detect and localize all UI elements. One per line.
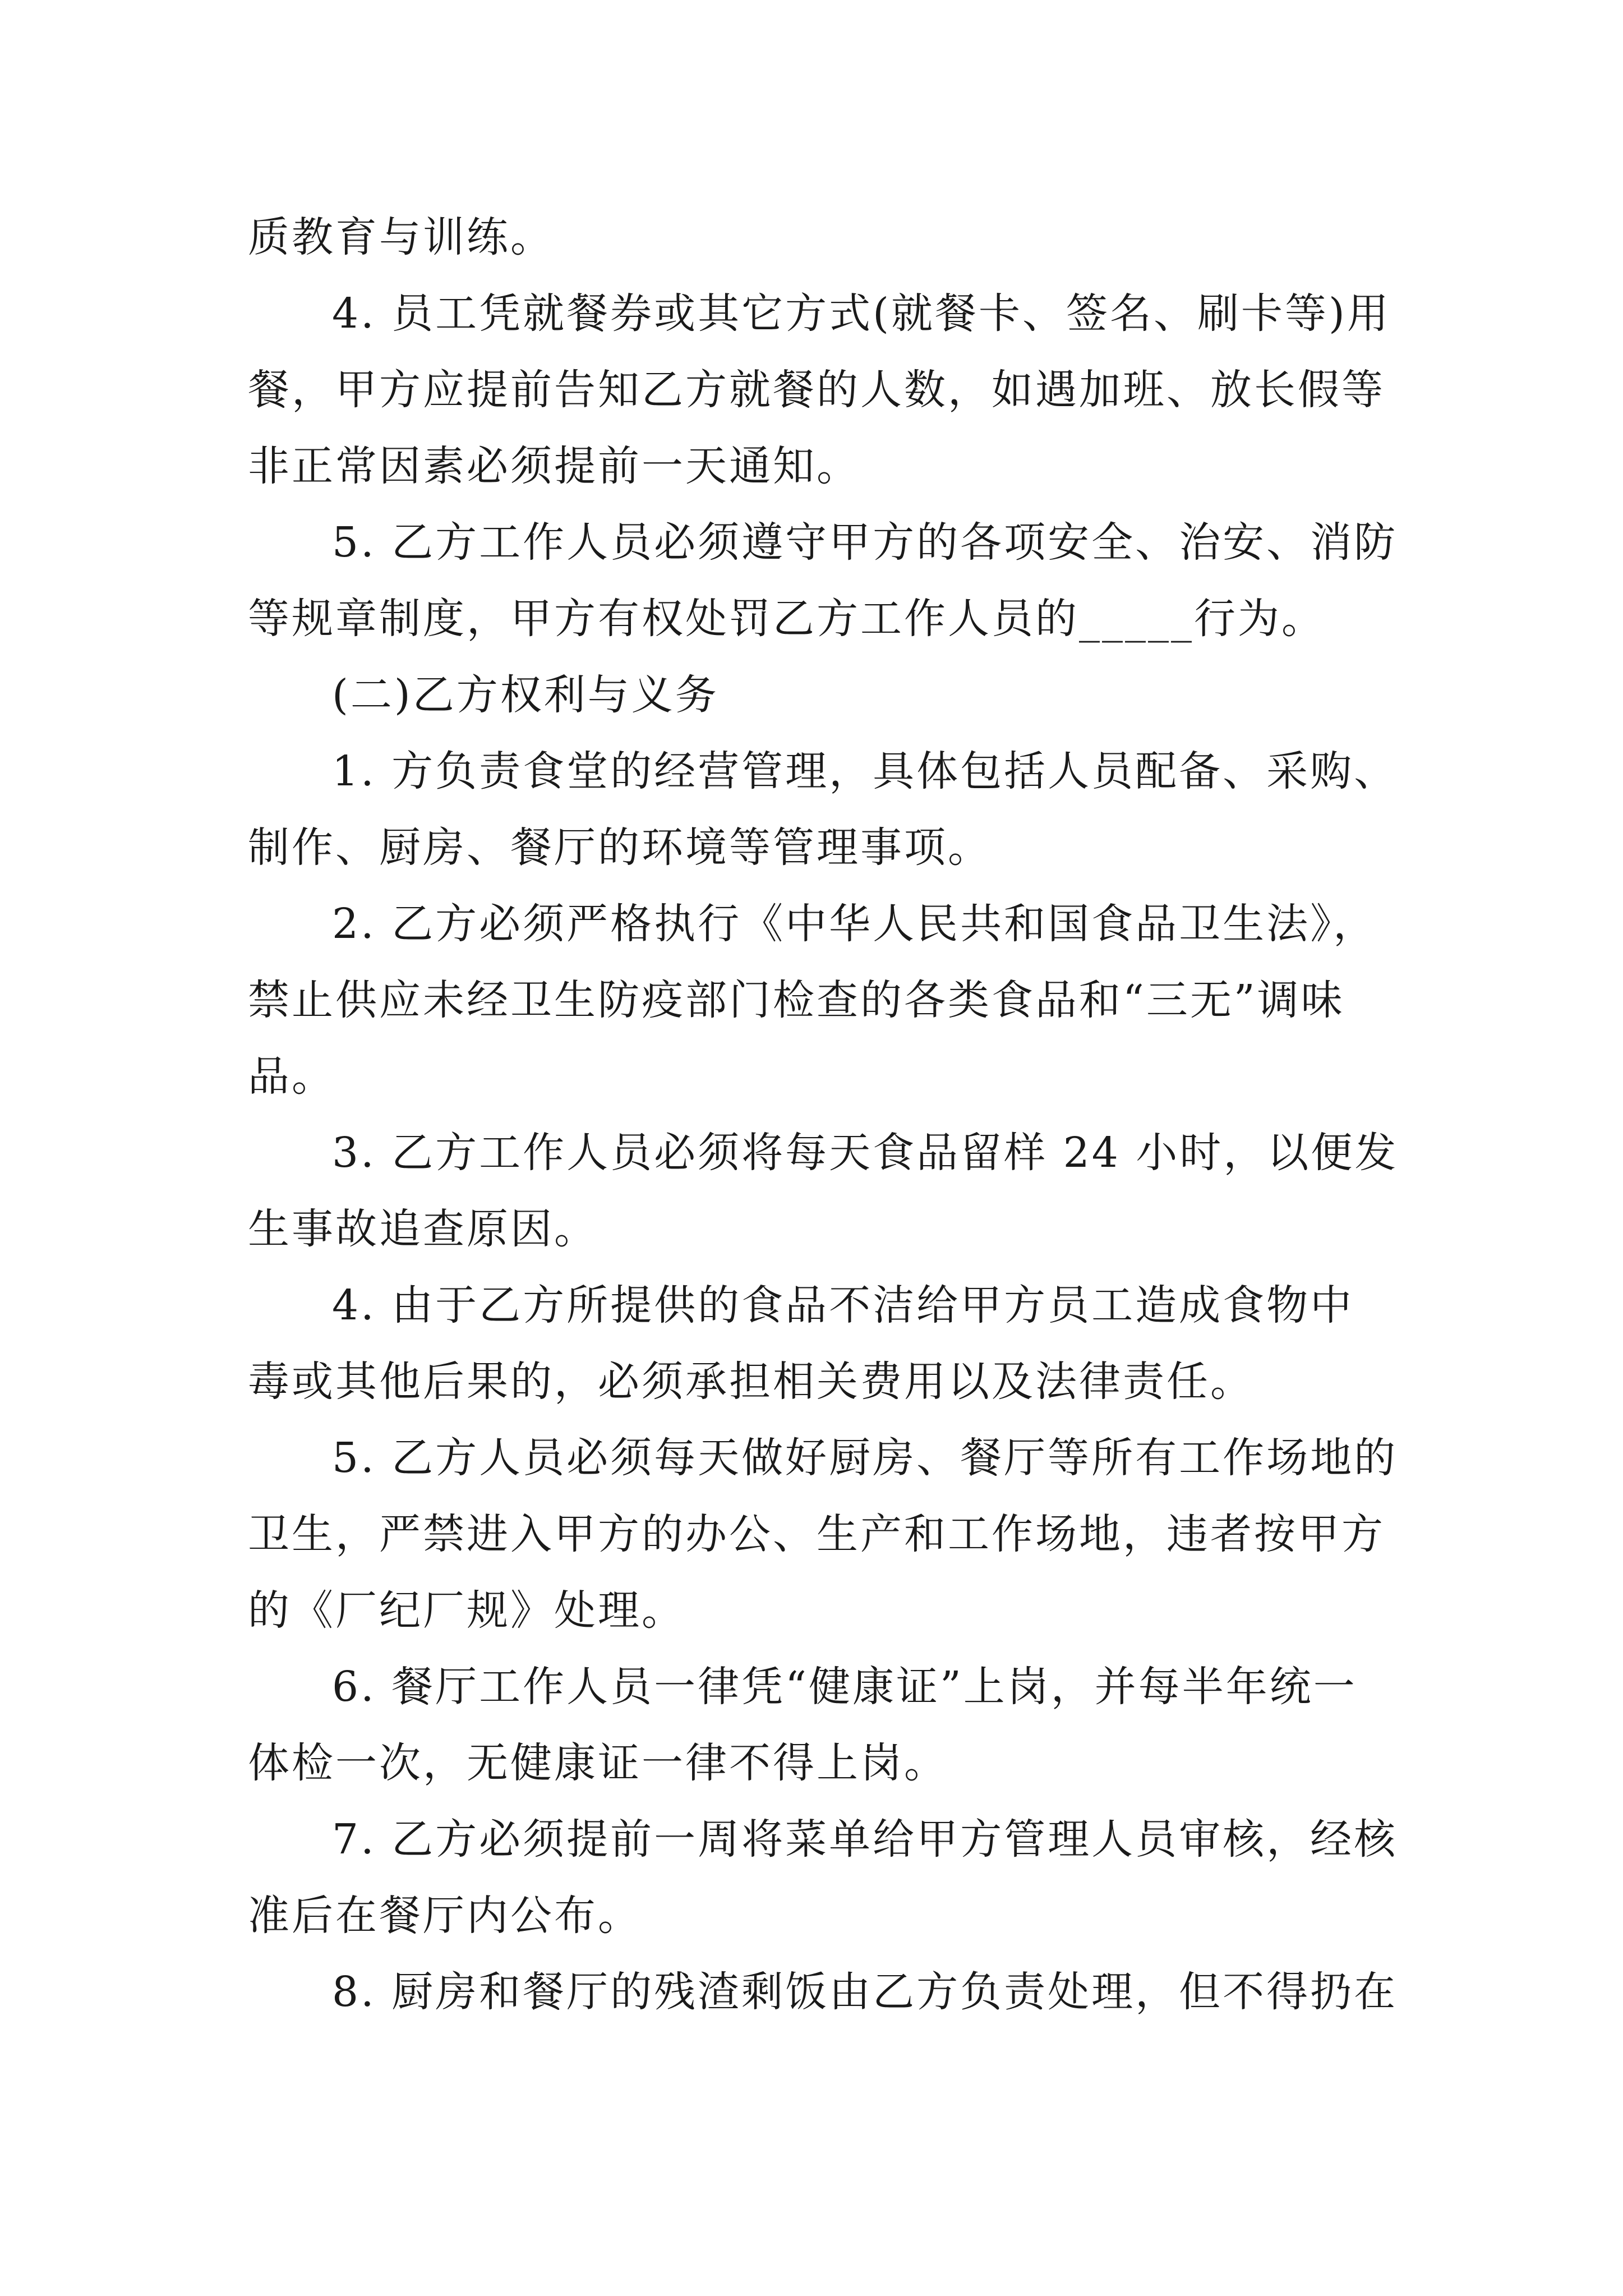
paragraph-line: 7. 乙方必须提前一周将菜单给甲方管理人员审核，经核 [332,1815,1398,1864]
paragraph-line: 制作、厨房、餐厅的环境等管理事项。 [248,823,992,872]
paragraph-line: 毒或其他后果的，必须承担相关费用以及法律责任。 [248,1358,1254,1406]
paragraph-line: 质教育与训练。 [248,213,554,261]
paragraph-line: 体检一次，无健康证一律不得上岗。 [248,1739,948,1787]
paragraph-line: 4. 由于乙方所提供的食品不洁给甲方员工造成食物中 [332,1281,1354,1329]
paragraph-line: 的《厂纪厂规》处理。 [248,1586,685,1635]
paragraph-line: 8. 厨房和餐厅的残渣剩饭由乙方负责处理，但不得扔在 [332,1968,1398,2016]
paragraph-line: 卫生，严禁进入甲方的办公、生产和工作场地，违者按甲方 [248,1510,1385,1558]
paragraph-line: 1. 方负责食堂的经营管理，具体包括人员配备、采购、 [332,747,1398,795]
paragraph-line: 5. 乙方人员必须每天做好厨房、餐厅等所有工作场地的 [332,1434,1398,1482]
section-heading: (二)乙方权利与义务 [332,671,719,719]
paragraph-line: 6. 餐厅工作人员一律凭“健康证”上岗，并每半年统一 [332,1663,1357,1711]
paragraph-line: 非正常因素必须提前一天通知。 [248,442,860,490]
paragraph-line: 餐，甲方应提前告知乙方就餐的人数，如遇加班、放长假等 [248,366,1385,414]
paragraph-line: 等规章制度，甲方有权处罚乙方工作人员的_____行为。 [248,595,1325,643]
paragraph-line: 2. 乙方必须严格执行《中华人民共和国食品卫生法》， [332,900,1377,948]
paragraph-line: 5. 乙方工作人员必须遵守甲方的各项安全、治安、消防 [332,518,1398,567]
paragraph-line: 禁止供应未经卫生防疫部门检查的各类食品和“三无”调味 [248,976,1345,1024]
paragraph-line: 品。 [248,1052,335,1101]
paragraph-line: 4. 员工凭就餐券或其它方式(就餐卡、签名、刷卡等)用 [332,289,1391,338]
paragraph-line: 准后在餐厅内公布。 [248,1892,642,1940]
document-body [248,199,1399,2030]
paragraph-line: 生事故追查原因。 [248,1205,598,1253]
paragraph-line: 3. 乙方工作人员必须将每天食品留样 24 小时，以便发 [332,1129,1399,1177]
